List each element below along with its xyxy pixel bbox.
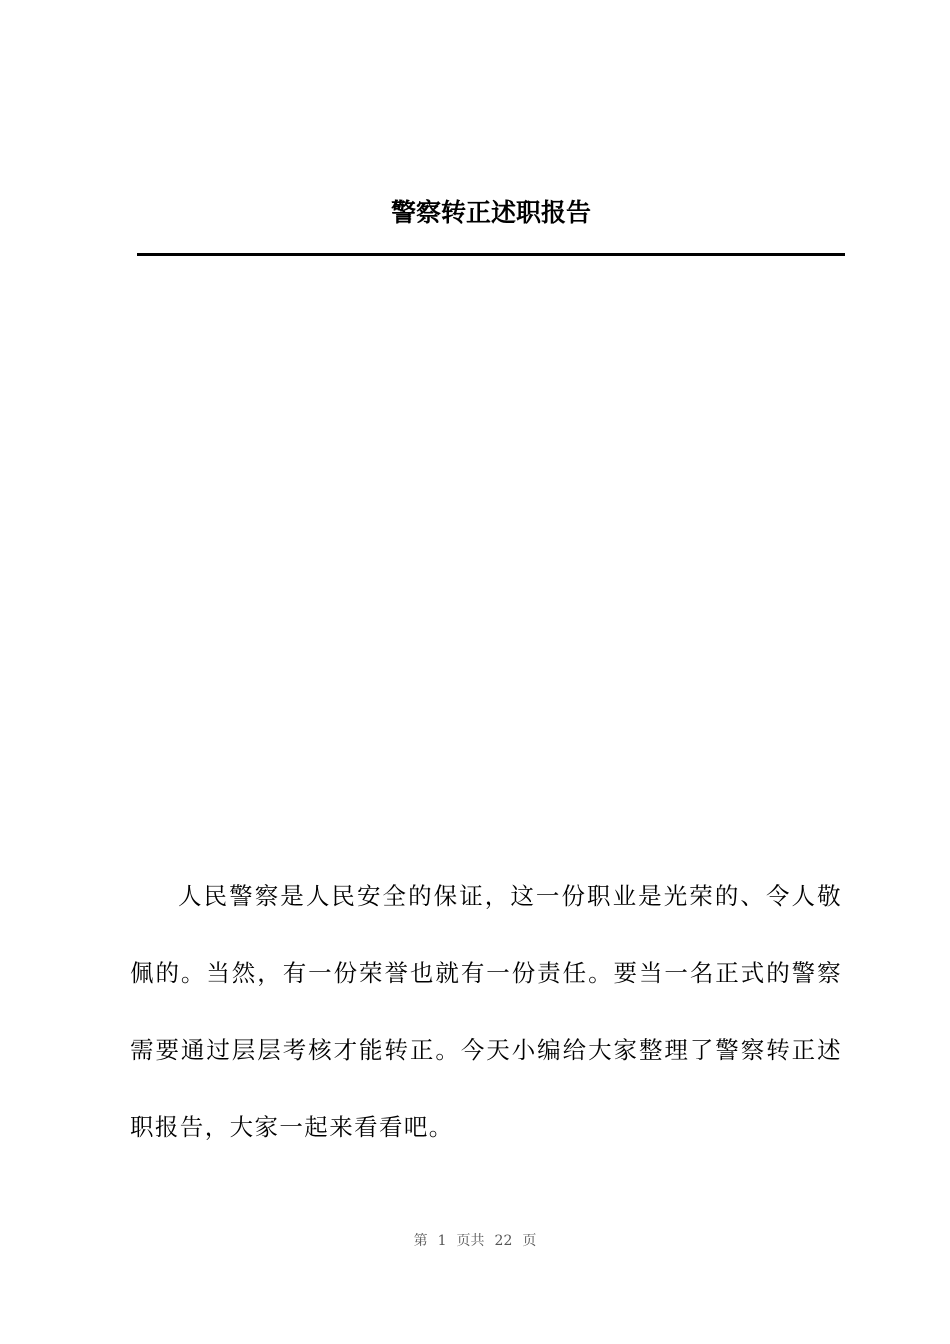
footer-prefix: 第 (413, 1233, 428, 1249)
footer-middle: 页共 (456, 1233, 485, 1249)
footer-current-page: 1 (437, 1233, 447, 1249)
document-title: 警察转正述职报告 (390, 198, 591, 227)
title-divider (137, 253, 845, 256)
page-footer (0, 1230, 950, 1250)
footer-total-pages: 22 (494, 1233, 513, 1249)
footer-suffix: 页 (522, 1233, 537, 1249)
intro-paragraph: 人民警察是人民安全的保证，这一份职业是光荣的、令人敬佩的。当然，有一份荣誉也就有一份责任。要当一名正式的警察需要通过层层考核才能转正。今天小编给大家整理了警察转正述职报告，大家一起来看看吧。 (130, 882, 842, 1141)
